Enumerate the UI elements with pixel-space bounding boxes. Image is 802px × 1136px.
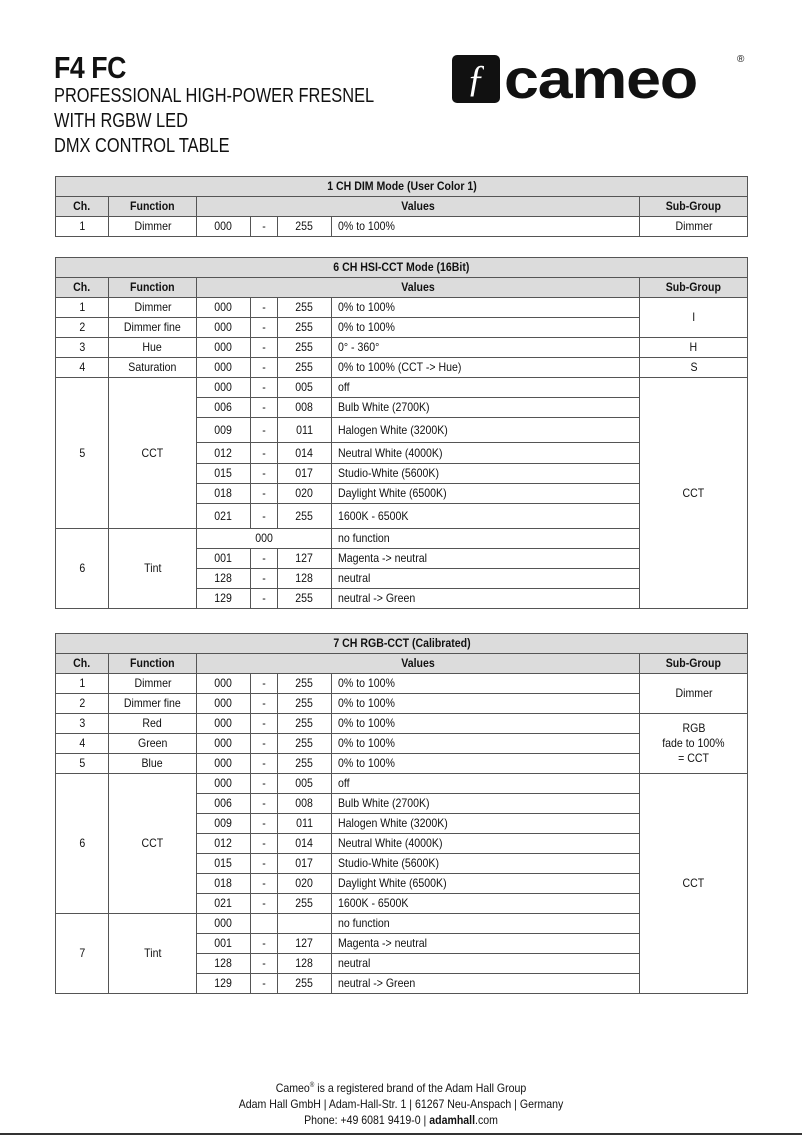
cell-to: 017: [278, 464, 332, 484]
col-header-values: Values: [197, 278, 640, 298]
cell-function: Saturation: [109, 358, 197, 378]
cell-subgroup: CCT: [640, 774, 748, 994]
cell-from: 000: [197, 338, 251, 358]
cell-to: 255: [278, 694, 332, 714]
cell-from: 000: [197, 774, 251, 794]
cell-description: 0% to 100%: [332, 734, 640, 754]
cell-description: neutral -> Green: [332, 589, 640, 609]
col-header-function: Function: [109, 197, 197, 217]
cell-dash: -: [251, 217, 278, 237]
cell-description: no function: [332, 914, 640, 934]
cell-function: Blue: [109, 754, 197, 774]
cell-description: Magenta -> neutral: [332, 934, 640, 954]
logo-wordmark: cameo: [504, 47, 698, 110]
cell-function: Dimmer fine: [109, 694, 197, 714]
cell-dash: -: [251, 358, 278, 378]
cell-from: 000: [197, 378, 251, 398]
dmx-table-6ch-hsi-cct: [55, 257, 748, 609]
cell-to: 005: [278, 774, 332, 794]
footer: [0, 1078, 802, 1128]
cell-ch: 1: [56, 298, 109, 318]
cell-from: 000: [197, 674, 251, 694]
cell-dash: -: [251, 954, 278, 974]
cell-ch: 4: [56, 734, 109, 754]
cell-dash: -: [251, 734, 278, 754]
cell-from: 012: [197, 443, 251, 464]
cell-description: Studio-White (5600K): [332, 854, 640, 874]
cell-from: 000: [197, 694, 251, 714]
cell-function: Dimmer fine: [109, 318, 197, 338]
cell-dash: -: [251, 338, 278, 358]
table-row: [56, 674, 748, 694]
website-link[interactable]: adamhall: [429, 1113, 476, 1127]
cell-from: 006: [197, 794, 251, 814]
cell-to: 255: [278, 358, 332, 378]
cell-ch: 1: [56, 674, 109, 694]
cell-from: 012: [197, 834, 251, 854]
cell-description: Bulb White (2700K): [332, 398, 640, 418]
cell-ch: 2: [56, 318, 109, 338]
cell-description: Magenta -> neutral: [332, 549, 640, 569]
cell-description: neutral: [332, 954, 640, 974]
cell-function: Dimmer: [109, 217, 197, 237]
col-header-ch: Ch.: [56, 654, 109, 674]
cell-dash: -: [251, 714, 278, 734]
cell-to: 255: [278, 974, 332, 994]
cell-function: CCT: [109, 774, 197, 914]
cell-to: 011: [278, 814, 332, 834]
table-row: [56, 774, 748, 794]
cameo-script-c-icon: ƒ: [452, 55, 500, 103]
cell-to: 014: [278, 834, 332, 854]
cell-subgroup: Dimmer: [640, 217, 748, 237]
cell-function: Dimmer: [109, 674, 197, 694]
cell-ch: 5: [56, 754, 109, 774]
cell-description: Daylight White (6500K): [332, 874, 640, 894]
cell-ch: 1: [56, 217, 109, 237]
cell-subgroup: Dimmer: [640, 674, 748, 714]
cell-description: 0% to 100%: [332, 754, 640, 774]
cell-description: neutral: [332, 569, 640, 589]
table-title: 7 CH RGB-CCT (Calibrated): [56, 634, 748, 654]
cell-dash: -: [251, 774, 278, 794]
cell-from: 000: [197, 914, 251, 934]
subtitle-line-1: PROFESSIONAL HIGH-POWER FRESNEL: [54, 85, 375, 107]
cell-description: no function: [332, 529, 640, 549]
cell-description: 0% to 100%: [332, 694, 640, 714]
footer-address-line: Adam Hall GmbH | Adam-Hall-Str. 1 | 61267 Neu-Anspach | Germany: [238, 1097, 564, 1111]
table-row: [56, 378, 748, 398]
cell-from: 129: [197, 589, 251, 609]
cell-description: 0% to 100%: [332, 318, 640, 338]
cell-dash: -: [251, 504, 278, 529]
cell-description: Bulb White (2700K): [332, 794, 640, 814]
cell-ch: 5: [56, 378, 109, 529]
cell-dash: -: [251, 398, 278, 418]
cell-description: 1600K - 6500K: [332, 894, 640, 914]
cell-from: 006: [197, 398, 251, 418]
subtitle-line-3: DMX CONTROL TABLE: [54, 135, 230, 157]
cell-dash: -: [251, 674, 278, 694]
cell-subgroup: I: [640, 298, 748, 338]
cell-description: 0% to 100%: [332, 714, 640, 734]
cell-subgroup: S: [640, 358, 748, 378]
cell-function: Hue: [109, 338, 197, 358]
cell-to: 128: [278, 954, 332, 974]
cell-description: 0% to 100%: [332, 298, 640, 318]
cell-dash: -: [251, 464, 278, 484]
col-header-ch: Ch.: [56, 197, 109, 217]
cell-description: Halogen White (3200K): [332, 814, 640, 834]
footer-contact-line: Phone: +49 6081 9419-0 | adamhall.com: [304, 1113, 498, 1127]
logo-registered-mark: ®: [737, 54, 745, 65]
cell-from: 000: [197, 358, 251, 378]
cell-subgroup: CCT: [640, 378, 748, 609]
col-header-values: Values: [197, 654, 640, 674]
footer-brand-line: Cameo® is a registered brand of the Adam Hall Group: [275, 1081, 527, 1095]
col-header-subgroup: Sub-Group: [640, 654, 748, 674]
cell-dash: -: [251, 974, 278, 994]
cell-from: 021: [197, 504, 251, 529]
cell-function: Tint: [109, 914, 197, 994]
cell-dash: -: [251, 854, 278, 874]
cell-function: Red: [109, 714, 197, 734]
cell-dash: -: [251, 418, 278, 443]
cell-dash: -: [251, 694, 278, 714]
cell-ch: 2: [56, 694, 109, 714]
cell-description: off: [332, 378, 640, 398]
cell-to: 255: [278, 589, 332, 609]
cell-to: 128: [278, 569, 332, 589]
dmx-table-1ch: [55, 176, 748, 237]
col-header-subgroup: Sub-Group: [640, 197, 748, 217]
cell-from: 015: [197, 464, 251, 484]
cell-single-value: 000: [197, 529, 332, 549]
cell-dash: -: [251, 443, 278, 464]
document-header: [54, 52, 444, 158]
cell-from: 129: [197, 974, 251, 994]
cell-from: 001: [197, 549, 251, 569]
cell-to: [278, 914, 332, 934]
cell-from: 128: [197, 954, 251, 974]
table-row: [56, 358, 748, 378]
cell-to: 255: [278, 504, 332, 529]
cell-from: 000: [197, 217, 251, 237]
cell-to: 008: [278, 794, 332, 814]
cell-from: 018: [197, 484, 251, 504]
cell-dash: [251, 914, 278, 934]
cell-to: 255: [278, 734, 332, 754]
bottom-divider: [0, 1133, 802, 1135]
cell-from: 000: [197, 318, 251, 338]
cell-to: 255: [278, 217, 332, 237]
cell-from: 015: [197, 854, 251, 874]
col-header-subgroup: Sub-Group: [640, 278, 748, 298]
cell-to: 255: [278, 674, 332, 694]
cell-function: Green: [109, 734, 197, 754]
cell-dash: -: [251, 834, 278, 854]
cell-function: Dimmer: [109, 298, 197, 318]
table-row: [56, 714, 748, 734]
cell-ch: 6: [56, 529, 109, 609]
cell-dash: -: [251, 794, 278, 814]
cell-description: Halogen White (3200K): [332, 418, 640, 443]
cell-dash: -: [251, 589, 278, 609]
cell-to: 127: [278, 549, 332, 569]
cell-ch: 4: [56, 358, 109, 378]
cell-from: 000: [197, 734, 251, 754]
col-header-function: Function: [109, 278, 197, 298]
cell-ch: 3: [56, 714, 109, 734]
cell-dash: -: [251, 814, 278, 834]
cell-to: 008: [278, 398, 332, 418]
cell-dash: -: [251, 484, 278, 504]
cell-subgroup: RGB fade to 100% = CCT: [640, 714, 748, 774]
cell-dash: -: [251, 934, 278, 954]
cell-description: neutral -> Green: [332, 974, 640, 994]
cell-dash: -: [251, 298, 278, 318]
cell-to: 127: [278, 934, 332, 954]
cell-from: 000: [197, 298, 251, 318]
table-row: [56, 298, 748, 318]
cell-to: 255: [278, 318, 332, 338]
dmx-table-7ch-rgb-cct: [55, 633, 748, 994]
cell-to: 014: [278, 443, 332, 464]
cell-ch: 6: [56, 774, 109, 914]
cell-description: 0° - 360°: [332, 338, 640, 358]
cell-to: 255: [278, 894, 332, 914]
table-title: 1 CH DIM Mode (User Color 1): [56, 177, 748, 197]
cell-dash: -: [251, 754, 278, 774]
cell-from: 001: [197, 934, 251, 954]
cell-subgroup: H: [640, 338, 748, 358]
cell-to: 255: [278, 298, 332, 318]
cameo-logo: [452, 47, 745, 110]
cell-to: 020: [278, 874, 332, 894]
cell-to: 020: [278, 484, 332, 504]
cell-function: Tint: [109, 529, 197, 609]
cell-description: off: [332, 774, 640, 794]
cell-description: Neutral White (4000K): [332, 834, 640, 854]
cell-description: Studio-White (5600K): [332, 464, 640, 484]
cell-description: Daylight White (6500K): [332, 484, 640, 504]
cell-dash: -: [251, 569, 278, 589]
col-header-values: Values: [197, 197, 640, 217]
cell-dash: -: [251, 378, 278, 398]
cell-to: 255: [278, 754, 332, 774]
col-header-function: Function: [109, 654, 197, 674]
cell-dash: -: [251, 318, 278, 338]
cell-dash: -: [251, 549, 278, 569]
cell-description: 1600K - 6500K: [332, 504, 640, 529]
cell-description: 0% to 100%: [332, 674, 640, 694]
cell-ch: 7: [56, 914, 109, 994]
cell-dash: -: [251, 874, 278, 894]
cell-ch: 3: [56, 338, 109, 358]
cell-description: 0% to 100% (CCT -> Hue): [332, 358, 640, 378]
col-header-ch: Ch.: [56, 278, 109, 298]
cell-to: 255: [278, 714, 332, 734]
cell-to: 011: [278, 418, 332, 443]
table-row: [56, 217, 748, 237]
model-name: F4 FC: [54, 50, 126, 85]
cell-from: 000: [197, 714, 251, 734]
subtitle-line-2: WITH RGBW LED: [54, 110, 188, 132]
cell-description: 0% to 100%: [332, 217, 640, 237]
cell-function: CCT: [109, 378, 197, 529]
cell-from: 009: [197, 814, 251, 834]
cell-from: 021: [197, 894, 251, 914]
cell-from: 000: [197, 754, 251, 774]
cell-to: 017: [278, 854, 332, 874]
cell-from: 128: [197, 569, 251, 589]
cell-description: Neutral White (4000K): [332, 443, 640, 464]
cell-dash: -: [251, 894, 278, 914]
cell-to: 255: [278, 338, 332, 358]
table-title: 6 CH HSI-CCT Mode (16Bit): [56, 258, 748, 278]
table-row: [56, 338, 748, 358]
cell-to: 005: [278, 378, 332, 398]
cell-from: 018: [197, 874, 251, 894]
cell-from: 009: [197, 418, 251, 443]
